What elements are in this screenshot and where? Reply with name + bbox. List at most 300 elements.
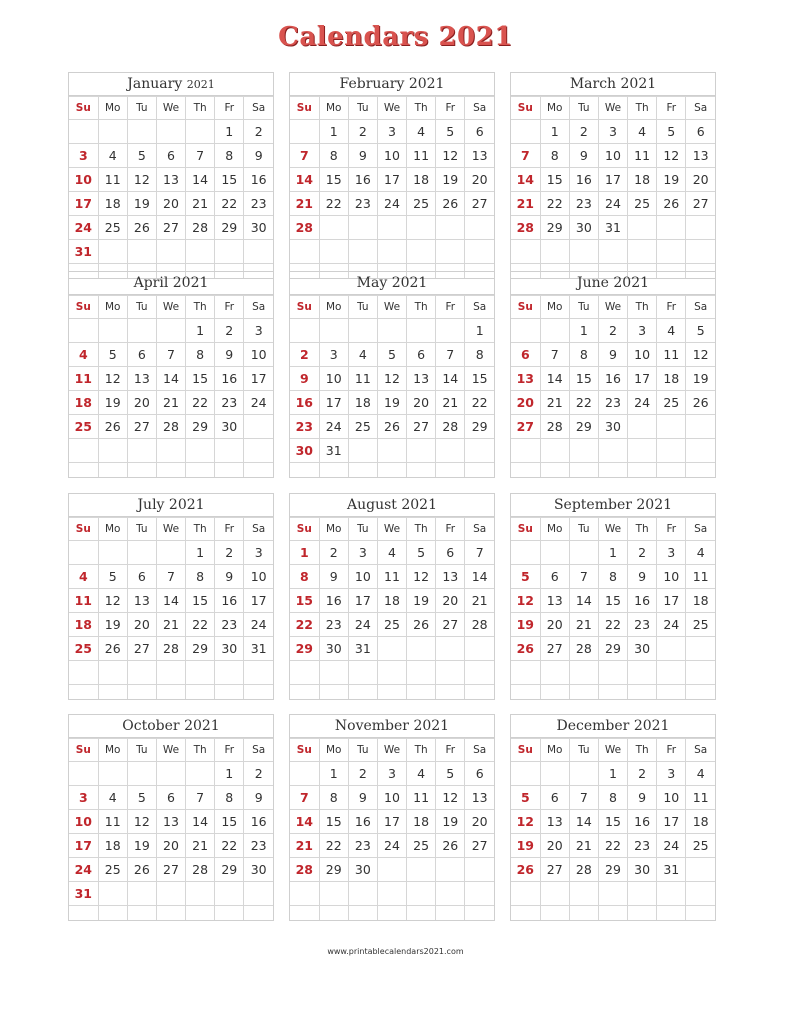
day-cell: 24: [598, 192, 627, 216]
day-cell: [186, 882, 215, 906]
week-row: [511, 343, 715, 367]
weekday-label: We: [598, 518, 627, 541]
day-cell: 17: [69, 192, 98, 216]
day-cell: [290, 319, 319, 343]
day-cell: 19: [407, 589, 436, 613]
weekday-header-row: [290, 739, 494, 762]
month-table: [69, 96, 273, 278]
day-cell: 12: [377, 367, 406, 391]
month-name: June: [576, 275, 609, 291]
day-cell: 4: [348, 343, 377, 367]
day-cell: 29: [598, 637, 627, 661]
day-cell: 18: [348, 391, 377, 415]
day-cell: 18: [98, 834, 127, 858]
weekday-label: Mo: [319, 296, 348, 319]
day-cell: 21: [290, 834, 319, 858]
day-cell: [156, 661, 185, 685]
day-cell: 27: [686, 192, 715, 216]
spacer-cell: [244, 906, 273, 921]
day-cell: 16: [215, 367, 244, 391]
month-year: 2021: [168, 497, 205, 513]
weekday-label: Fr: [657, 518, 686, 541]
day-cell: 4: [686, 762, 715, 786]
day-cell: 2: [598, 319, 627, 343]
weekday-label: Su: [69, 97, 98, 120]
week-row: [290, 168, 494, 192]
day-cell: [569, 661, 598, 685]
day-cell: 9: [290, 367, 319, 391]
day-cell: 21: [436, 391, 465, 415]
day-cell: [511, 240, 540, 264]
day-cell: 5: [436, 120, 465, 144]
spacer-row: [69, 685, 273, 700]
page-title: Calendars 2021: [278, 22, 513, 52]
day-cell: 1: [598, 762, 627, 786]
day-cell: 26: [98, 415, 127, 439]
day-cell: 7: [569, 786, 598, 810]
day-cell: [348, 661, 377, 685]
day-cell: 5: [377, 343, 406, 367]
day-cell: 16: [569, 168, 598, 192]
month-name: March: [569, 76, 617, 92]
week-row: [511, 882, 715, 906]
day-cell: 8: [598, 786, 627, 810]
month-name: September: [553, 497, 632, 513]
spacer-cell: [215, 463, 244, 478]
day-cell: 23: [244, 192, 273, 216]
day-cell: [511, 541, 540, 565]
weekday-label: Tu: [569, 739, 598, 762]
spacer-row: [511, 685, 715, 700]
day-cell: [511, 319, 540, 343]
day-cell: 25: [348, 415, 377, 439]
day-cell: 6: [686, 120, 715, 144]
weekday-label: Su: [290, 518, 319, 541]
week-row: [511, 367, 715, 391]
day-cell: [465, 216, 494, 240]
spacer-cell: [244, 685, 273, 700]
week-row: [69, 810, 273, 834]
day-cell: [319, 319, 348, 343]
day-cell: 21: [465, 589, 494, 613]
week-row: [69, 882, 273, 906]
month-calendar-march: [510, 72, 716, 279]
day-cell: 24: [69, 216, 98, 240]
day-cell: [319, 661, 348, 685]
spacer-cell: [436, 685, 465, 700]
week-row: [69, 541, 273, 565]
day-cell: [511, 762, 540, 786]
week-row: [290, 541, 494, 565]
day-cell: [215, 661, 244, 685]
day-cell: 22: [186, 391, 215, 415]
day-cell: [511, 120, 540, 144]
day-cell: 1: [569, 319, 598, 343]
day-cell: 29: [569, 415, 598, 439]
week-row: [69, 613, 273, 637]
weekday-label: Th: [628, 739, 657, 762]
day-cell: [686, 882, 715, 906]
day-cell: [69, 319, 98, 343]
day-cell: 29: [290, 637, 319, 661]
day-cell: 9: [628, 565, 657, 589]
month-table: [290, 517, 494, 699]
day-cell: [377, 319, 406, 343]
week-row: [69, 168, 273, 192]
month-table: [511, 295, 715, 477]
day-cell: 6: [540, 565, 569, 589]
week-row: [511, 192, 715, 216]
day-cell: [511, 661, 540, 685]
day-cell: 17: [377, 168, 406, 192]
day-cell: 1: [319, 120, 348, 144]
spacer-cell: [377, 463, 406, 478]
month-table: [511, 738, 715, 920]
day-cell: 25: [69, 637, 98, 661]
weekday-label: We: [156, 296, 185, 319]
day-cell: [98, 319, 127, 343]
weekday-label: Mo: [540, 296, 569, 319]
week-row: [69, 762, 273, 786]
day-cell: [290, 661, 319, 685]
day-cell: 25: [628, 192, 657, 216]
month-year: 2021: [401, 497, 437, 513]
day-cell: 8: [319, 786, 348, 810]
day-cell: 5: [127, 144, 156, 168]
day-cell: [127, 120, 156, 144]
day-cell: 8: [465, 343, 494, 367]
day-cell: 18: [377, 589, 406, 613]
day-cell: [436, 882, 465, 906]
day-cell: 13: [436, 565, 465, 589]
day-cell: 1: [465, 319, 494, 343]
day-cell: 21: [290, 192, 319, 216]
spacer-cell: [465, 906, 494, 921]
day-cell: 27: [407, 415, 436, 439]
day-cell: 8: [186, 565, 215, 589]
day-cell: 24: [244, 613, 273, 637]
day-cell: 13: [540, 810, 569, 834]
day-cell: 11: [686, 565, 715, 589]
day-cell: 24: [319, 415, 348, 439]
day-cell: 15: [290, 589, 319, 613]
day-cell: 12: [511, 589, 540, 613]
day-cell: [540, 319, 569, 343]
day-cell: 23: [598, 391, 627, 415]
day-cell: 12: [436, 786, 465, 810]
day-cell: 26: [98, 637, 127, 661]
day-cell: 15: [215, 810, 244, 834]
day-cell: 15: [319, 810, 348, 834]
day-cell: [377, 240, 406, 264]
day-cell: 10: [657, 786, 686, 810]
weekday-label: Sa: [686, 518, 715, 541]
day-cell: 16: [598, 367, 627, 391]
day-cell: 28: [186, 216, 215, 240]
day-cell: 22: [569, 391, 598, 415]
day-cell: [657, 637, 686, 661]
day-cell: 20: [465, 810, 494, 834]
day-cell: 6: [407, 343, 436, 367]
day-cell: [540, 541, 569, 565]
day-cell: [348, 319, 377, 343]
day-cell: 5: [657, 120, 686, 144]
week-row: [511, 762, 715, 786]
day-cell: [686, 661, 715, 685]
day-cell: 19: [511, 834, 540, 858]
spacer-cell: [465, 463, 494, 478]
spacer-cell: [156, 463, 185, 478]
day-cell: [290, 120, 319, 144]
day-cell: 15: [319, 168, 348, 192]
month-calendar-september: [510, 493, 716, 700]
month-name: February: [339, 76, 405, 92]
day-cell: [69, 762, 98, 786]
month-table: [69, 517, 273, 699]
week-row: [69, 786, 273, 810]
weekday-label: Th: [628, 296, 657, 319]
day-cell: 19: [436, 168, 465, 192]
day-cell: 29: [319, 858, 348, 882]
day-cell: 12: [98, 589, 127, 613]
week-row: [69, 565, 273, 589]
day-cell: 8: [215, 144, 244, 168]
spacer-cell: [511, 906, 540, 921]
spacer-cell: [186, 685, 215, 700]
day-cell: 8: [598, 565, 627, 589]
day-cell: 17: [319, 391, 348, 415]
day-cell: 6: [127, 565, 156, 589]
day-cell: 19: [436, 810, 465, 834]
weekday-label: Fr: [436, 739, 465, 762]
spacer-cell: [569, 463, 598, 478]
day-cell: 18: [686, 589, 715, 613]
weekday-label: We: [156, 739, 185, 762]
day-cell: 12: [127, 168, 156, 192]
month-calendar-november: [289, 714, 495, 921]
day-cell: 16: [319, 589, 348, 613]
week-row: [69, 637, 273, 661]
weekday-label: Su: [290, 739, 319, 762]
day-cell: 14: [569, 810, 598, 834]
month-year: 2021: [408, 76, 445, 92]
day-cell: 30: [215, 637, 244, 661]
day-cell: 31: [598, 216, 627, 240]
weekday-label: Th: [407, 518, 436, 541]
day-cell: 23: [569, 192, 598, 216]
day-cell: 13: [127, 367, 156, 391]
day-cell: 26: [127, 858, 156, 882]
day-cell: [156, 120, 185, 144]
spacer-cell: [569, 685, 598, 700]
spacer-cell: [686, 463, 715, 478]
day-cell: [186, 439, 215, 463]
weekday-header-row: [511, 97, 715, 120]
day-cell: 21: [511, 192, 540, 216]
day-cell: 26: [436, 834, 465, 858]
day-cell: 19: [686, 367, 715, 391]
month-calendar-january: [68, 72, 274, 279]
day-cell: 29: [598, 858, 627, 882]
day-cell: 3: [657, 762, 686, 786]
day-cell: [598, 882, 627, 906]
weekday-label: Mo: [540, 739, 569, 762]
weekday-label: Sa: [686, 296, 715, 319]
weekday-label: Su: [511, 518, 540, 541]
day-cell: 19: [127, 192, 156, 216]
day-cell: 25: [98, 858, 127, 882]
day-cell: [377, 439, 406, 463]
day-cell: 13: [465, 144, 494, 168]
month-title: [290, 73, 494, 96]
day-cell: 22: [465, 391, 494, 415]
day-cell: 28: [436, 415, 465, 439]
day-cell: 6: [511, 343, 540, 367]
day-cell: 6: [127, 343, 156, 367]
weekday-label: Tu: [569, 97, 598, 120]
weekday-label: We: [598, 97, 627, 120]
day-cell: [98, 439, 127, 463]
day-cell: 23: [348, 834, 377, 858]
day-cell: [686, 858, 715, 882]
day-cell: 25: [686, 834, 715, 858]
month-name: October: [122, 718, 180, 734]
weekday-label: Mo: [98, 518, 127, 541]
day-cell: 20: [540, 834, 569, 858]
day-cell: 10: [377, 144, 406, 168]
footer-url[interactable]: www.printablecalendars2021.com: [327, 947, 464, 956]
day-cell: 21: [186, 834, 215, 858]
week-row: [290, 415, 494, 439]
weekday-label: Fr: [436, 518, 465, 541]
day-cell: 1: [290, 541, 319, 565]
day-cell: [436, 240, 465, 264]
day-cell: 13: [407, 367, 436, 391]
weekday-header-row: [290, 97, 494, 120]
spacer-cell: [569, 906, 598, 921]
day-cell: 7: [156, 565, 185, 589]
day-cell: 14: [465, 565, 494, 589]
weekday-label: Th: [407, 739, 436, 762]
spacer-cell: [686, 906, 715, 921]
day-cell: 7: [511, 144, 540, 168]
day-cell: 20: [156, 834, 185, 858]
week-row: [290, 810, 494, 834]
month-title: [69, 73, 273, 96]
weekday-header-row: [511, 739, 715, 762]
week-row: [290, 319, 494, 343]
month-table: [69, 738, 273, 920]
day-cell: 20: [407, 391, 436, 415]
day-cell: 10: [319, 367, 348, 391]
week-row: [69, 589, 273, 613]
day-cell: [156, 762, 185, 786]
day-cell: 14: [540, 367, 569, 391]
spacer-cell: [348, 685, 377, 700]
weekday-header-row: [69, 518, 273, 541]
month-title: [69, 715, 273, 738]
day-cell: [98, 541, 127, 565]
day-cell: [319, 216, 348, 240]
week-row: [290, 439, 494, 463]
day-cell: 9: [319, 565, 348, 589]
day-cell: 27: [540, 858, 569, 882]
week-row: [511, 637, 715, 661]
month-table: [290, 295, 494, 477]
day-cell: [244, 415, 273, 439]
day-cell: [156, 541, 185, 565]
weekday-label: Fr: [657, 97, 686, 120]
day-cell: 27: [465, 192, 494, 216]
week-row: [290, 343, 494, 367]
day-cell: 19: [511, 613, 540, 637]
day-cell: 7: [540, 343, 569, 367]
day-cell: [244, 439, 273, 463]
day-cell: [127, 762, 156, 786]
day-cell: 20: [465, 168, 494, 192]
weekday-label: Th: [628, 518, 657, 541]
day-cell: [407, 661, 436, 685]
day-cell: [127, 882, 156, 906]
month-calendar-may: [289, 271, 495, 478]
day-cell: [98, 762, 127, 786]
weekday-label: Tu: [127, 296, 156, 319]
weekday-label: Su: [290, 296, 319, 319]
day-cell: [628, 439, 657, 463]
day-cell: 28: [186, 858, 215, 882]
day-cell: 2: [319, 541, 348, 565]
week-row: [69, 120, 273, 144]
spacer-cell: [319, 685, 348, 700]
day-cell: 2: [628, 541, 657, 565]
week-row: [290, 762, 494, 786]
day-cell: [215, 439, 244, 463]
weekday-label: Tu: [348, 518, 377, 541]
day-cell: 29: [540, 216, 569, 240]
weekday-label: Tu: [348, 739, 377, 762]
day-cell: 10: [598, 144, 627, 168]
month-calendar-december: [510, 714, 716, 921]
week-row: [69, 216, 273, 240]
day-cell: 4: [628, 120, 657, 144]
week-row: [511, 439, 715, 463]
day-cell: 26: [436, 192, 465, 216]
day-cell: 8: [290, 565, 319, 589]
month-title: [69, 272, 273, 295]
weekday-label: Fr: [215, 739, 244, 762]
week-row: [290, 661, 494, 685]
weekday-header-row: [290, 518, 494, 541]
week-row: [69, 144, 273, 168]
day-cell: 1: [540, 120, 569, 144]
day-cell: 2: [348, 762, 377, 786]
weekday-label: Su: [69, 739, 98, 762]
day-cell: 22: [598, 834, 627, 858]
weekday-label: Fr: [215, 296, 244, 319]
day-cell: [98, 240, 127, 264]
day-cell: 24: [244, 391, 273, 415]
day-cell: 30: [598, 415, 627, 439]
spacer-cell: [657, 685, 686, 700]
day-cell: [319, 240, 348, 264]
spacer-cell: [69, 906, 98, 921]
day-cell: 24: [377, 192, 406, 216]
month-year: 2021: [413, 718, 450, 734]
day-cell: 5: [511, 786, 540, 810]
day-cell: 10: [628, 343, 657, 367]
day-cell: [511, 439, 540, 463]
spacer-cell: [598, 906, 627, 921]
